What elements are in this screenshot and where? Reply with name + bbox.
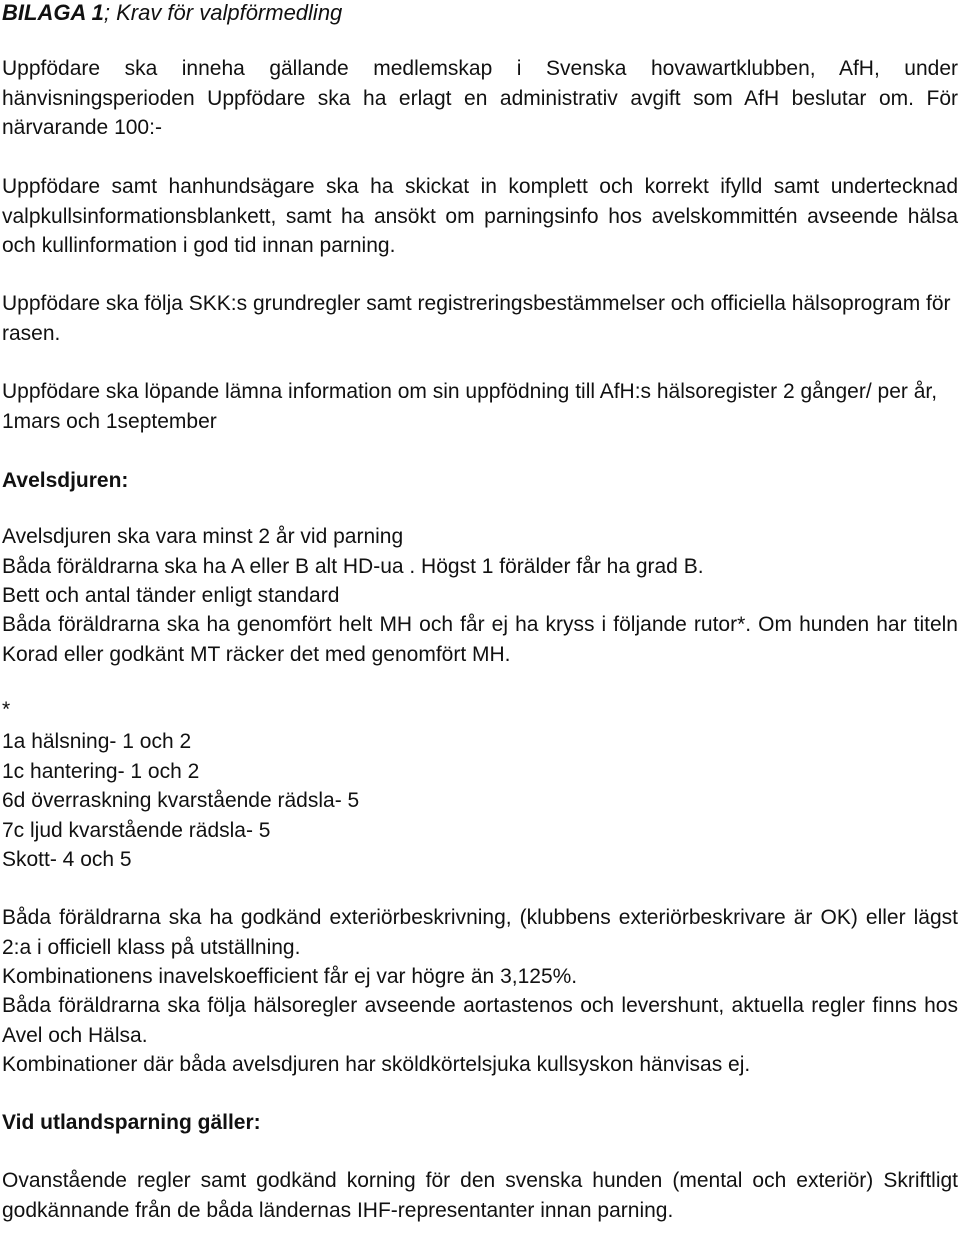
rule-exterior: Båda föräldrarna ska ha godkänd exteriörbeskrivning, (klubbens exteriörbeskrivare är OK) eller lägst 2:a i officiell klass på utställning. [2, 906, 958, 959]
rule-inbreeding: Kombinationens inavelskoefficient får ej var högre än 3,125%. [2, 965, 578, 988]
paragraph-utland: Ovanstående regler samt godkänd korning för den svenska hunden (mental och exteriör) Skriftligt godkännande från de båda ländernas IHF-representanter innan parning. [2, 1169, 958, 1222]
rule-age: Avelsdjuren ska vara minst 2 år vid parning [2, 525, 404, 548]
paragraph-membership: Uppfödare ska inneha gällande medlemskap i Svenska hovawartklubben, AfH, under hänvisningsperioden Uppfödare ska ha erlagt en administrativ avgift som AfH beslutar om. För närvarande 100:- [2, 57, 958, 139]
mh-list-item: 7c ljud kvarstående rädsla- 5 [2, 818, 271, 842]
heading-avelsdjuren: Avelsdjuren: [2, 469, 129, 492]
rule-hd: Båda föräldrarna ska ha A eller B alt HD-ua . Högst 1 förälder får ha grad B. [2, 554, 704, 578]
heading-utland: Vid utlandsparning gäller: [2, 1111, 261, 1134]
rule-mh: Båda föräldrarna ska ha genomfört helt MH och får ej ha kryss i följande rutor*. Om hunden har titeln Korad eller godkänt MT räcker det med genomfört MH. [2, 613, 958, 666]
document-title [2, 0, 342, 27]
mh-list [2, 727, 958, 875]
rule-health-aortastenos: Båda föräldrarna ska följa hälsoregler avseende aortastenos och levershunt, aktuella regler finns hos Avel och Hälsa. [2, 994, 958, 1047]
rule-teeth: Bett och antal tänder enligt standard [2, 584, 340, 607]
mh-list-item: 1c hantering- 1 och 2 [2, 759, 200, 783]
mh-list-item: Skott- 4 och 5 [2, 848, 132, 871]
mh-list-item: 6d överraskning kvarstående rädsla- 5 [2, 789, 360, 812]
title-rest: ; Krav för valpförmedling [103, 0, 343, 25]
mh-list-item: 1a hälsning- 1 och 2 [2, 730, 192, 753]
paragraph-skk-rules: Uppfödare ska följa SKK:s grundregler samt registreringsbestämmelser och officiella hälsoprogram för rasen. [2, 292, 951, 345]
avelsdjuren-rules [2, 522, 958, 611]
title-label: BILAGA 1 [2, 0, 104, 25]
paragraph-litter-info: Uppfödare samt hanhundsägare ska ha skickat in komplett och korrekt ifylld samt undertecknad valpkullsinformationsblankett, samt ha ansökt om parningsinfo hos avelskommittén avseende hälsa och kullinformation i god tid innan parning. [2, 175, 958, 257]
rule-thyroid: Kombinationer där båda avelsdjuren har sköldkörtelsjuka kullsyskon hänvisas ej. [2, 1053, 751, 1076]
mh-list-marker: * [2, 698, 11, 721]
paragraph-health-register: Uppfödare ska löpande lämna information om sin uppfödning till AfH:s hälsoregister 2 gånger/ per år, 1mars och 1september [2, 380, 938, 433]
